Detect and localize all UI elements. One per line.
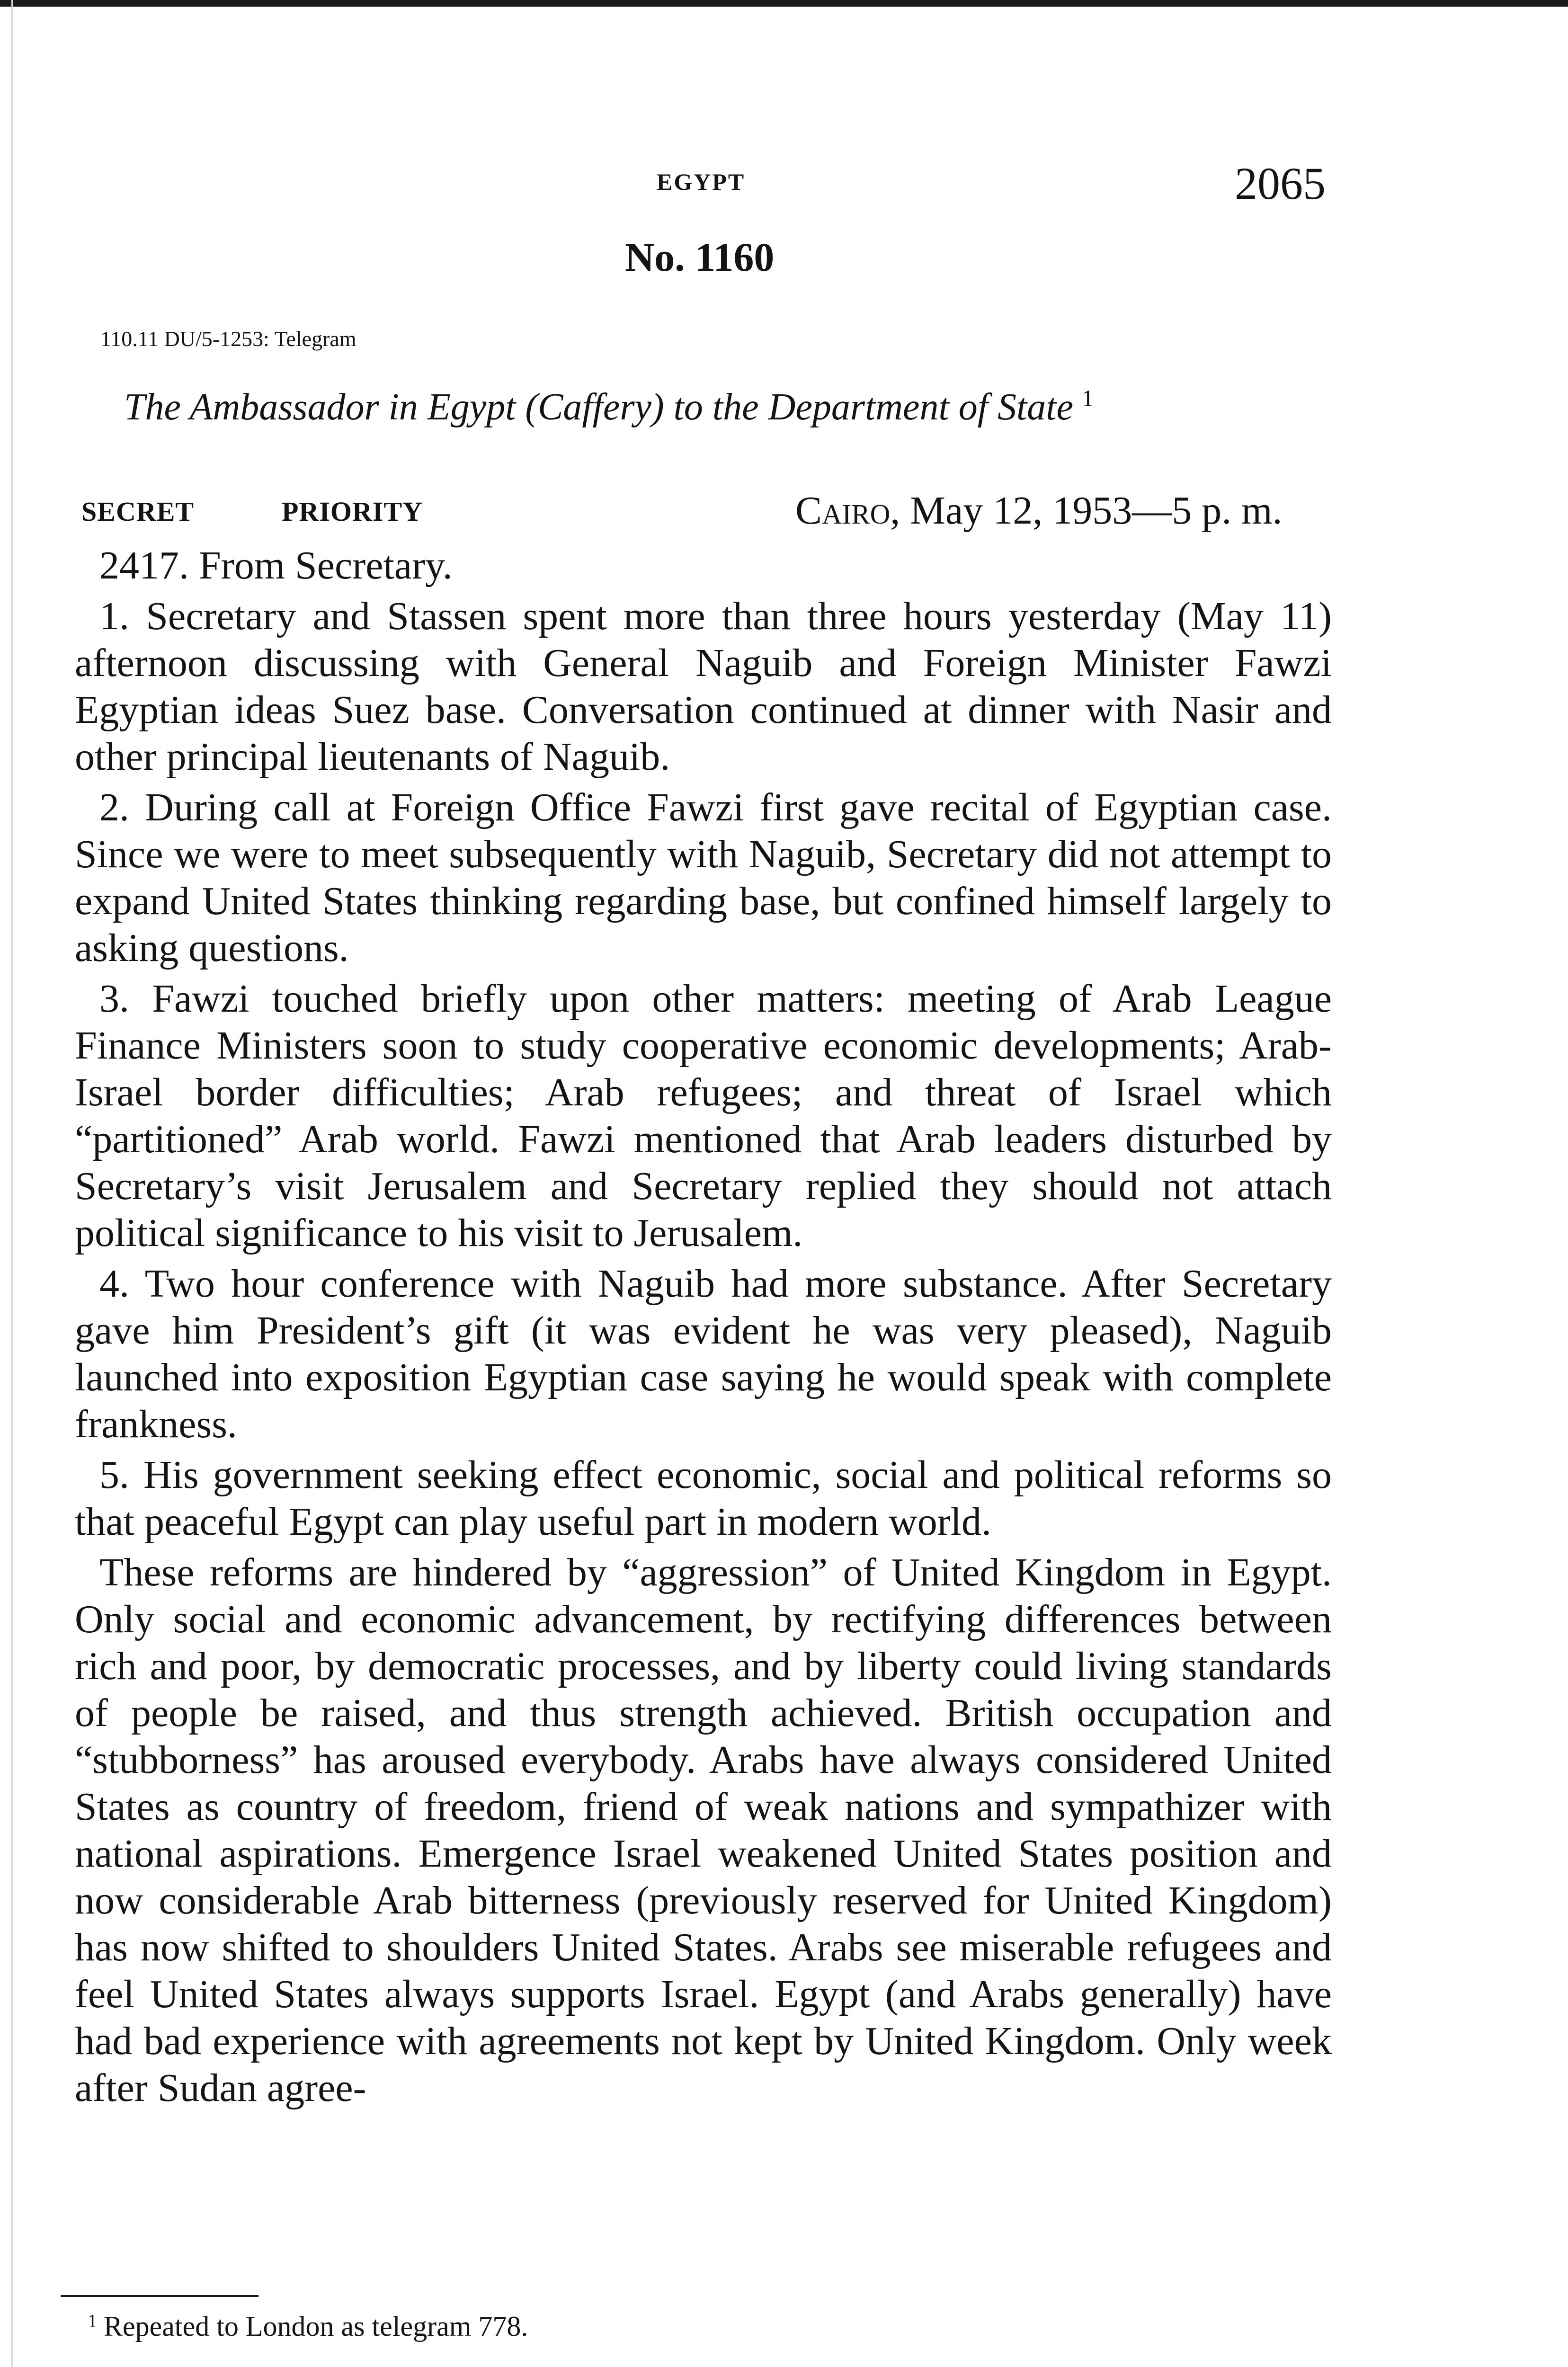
paragraph-2: 2. During call at Foreign Office Fawzi first gave recital of Egyptian case. Since we were to meet subsequently with Naguib, Secretary did not attempt to expand United States thinking regarding base, but confined himself largely to asking questions. bbox=[75, 785, 1332, 970]
paragraph-3: 3. Fawzi touched briefly upon other matters: meeting of Arab League Finance Ministers soon to study cooperative economic developments; Arab-Israel border difficulties; Arab refugees; and threat of Israel which “partitioned” Arab world. Fawzi mentioned that Arab leaders disturbed by Secretary’s visit Jerusalem and Secretary replied they should not attach political significance to his visit to Jerusalem. bbox=[75, 977, 1332, 1255]
footnote-marker: 1 bbox=[88, 2310, 97, 2331]
paragraph-1: 1. Secretary and Stassen spent more than three hours yesterday (May 11) afternoon discussing with General Naguib and Foreign Minister Fawzi Egyptian ideas Suez base. Conversation continued at dinner with Nasir and other principal lieutenants of Naguib. bbox=[75, 594, 1332, 779]
heading-footnote-marker: 1 bbox=[1081, 385, 1094, 411]
footnote bbox=[88, 2310, 528, 2343]
page-number: 2065 bbox=[1235, 158, 1326, 209]
priority-label: PRIORITY bbox=[282, 496, 423, 527]
heading-text: The Ambassador in Egypt (Caffery) to the Department of State bbox=[124, 386, 1073, 428]
dateline-date: , May 12, 1953—5 p. m. bbox=[890, 489, 1283, 533]
page-left-edge bbox=[11, 0, 13, 2367]
footnote-text: Repeated to London as telegram 778. bbox=[104, 2311, 528, 2342]
running-head: EGYPT bbox=[657, 169, 746, 195]
classification-label: SECRET bbox=[81, 496, 195, 527]
dateline bbox=[795, 488, 1283, 534]
footnote-divider bbox=[61, 2295, 258, 2297]
paragraph-intro: 2417. From Secretary. bbox=[99, 543, 453, 587]
paragraph-6: These reforms are hindered by “aggression” of United Kingdom in Egypt. Only social and economic advancement, by rectifying differences between rich and poor, by democratic processes, and by liberty could living standards of people be raised, and thus strength achieved. British occupation and “stubborness” has aroused everybody. Arabs have always considered United States as country of freedom, friend of weak nations and sympathizer with national aspirations. Emergence Israel weakened United States position and now considerable Arab bitterness (previously reserved for United Kingdom) has now shifted to shoulders United States. Arabs see miserable refugees and feel United States always supports Israel. Egypt (and Arabs generally) have had bad experience with agreements not kept by United Kingdom. Only week after Sudan agree- bbox=[75, 1550, 1332, 2110]
dateline-place: Cairo bbox=[795, 489, 891, 533]
paragraph-5: 5. His government seeking effect economic, social and political reforms so that peaceful Egypt can play useful part in modern world. bbox=[75, 1453, 1332, 1544]
document-number: No. 1160 bbox=[625, 234, 775, 280]
paragraph-4: 4. Two hour conference with Naguib had more substance. After Secretary gave him President’s gift (it was evident he was very pleased), Naguib launched into exposition Egyptian case saying he would speak with complete frankness. bbox=[75, 1262, 1332, 1446]
telegram-body bbox=[75, 542, 1332, 2111]
page-top-edge bbox=[0, 0, 1568, 7]
file-reference: 110.11 DU/5-1253: Telegram bbox=[100, 327, 356, 351]
document-heading bbox=[124, 386, 1094, 429]
